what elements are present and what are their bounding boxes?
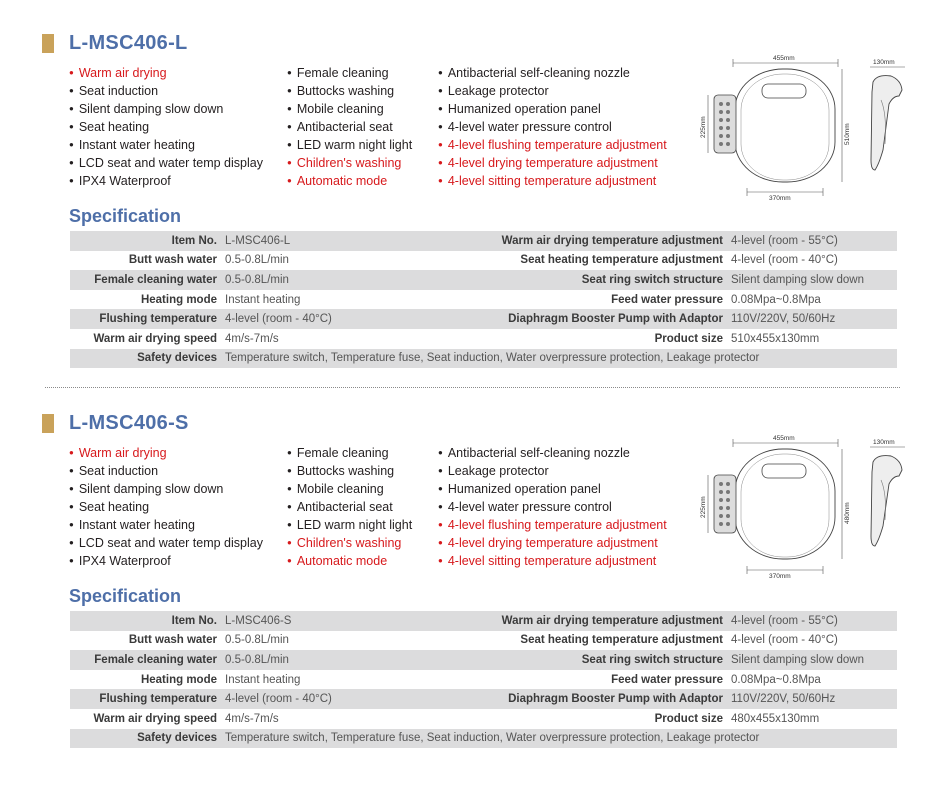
table-row <box>70 689 897 709</box>
feature-item: ● IPX4 Waterproof <box>69 552 263 570</box>
spec-label: Safety devices <box>70 349 221 369</box>
feature-column-3 <box>438 444 667 570</box>
length-dimension-label: 510mm <box>844 123 851 145</box>
feature-item: ● Children's washing <box>287 534 412 552</box>
feature-item: ● Instant water heating <box>69 136 263 154</box>
feature-item: ● Buttocks washing <box>287 462 412 480</box>
feature-item: ● Buttocks washing <box>287 82 412 100</box>
feature-item: ● Seat induction <box>69 462 263 480</box>
spec-label: Diaphragm Booster Pump with Adaptor <box>476 309 727 329</box>
spec-value: 4m/s-7m/s <box>221 709 476 729</box>
spec-label: Diaphragm Booster Pump with Adaptor <box>476 689 727 709</box>
spec-label: Seat heating temperature adjustment <box>476 251 727 271</box>
feature-item: ● Leakage protector <box>438 462 667 480</box>
spec-value: 0.5-0.8L/min <box>221 270 476 290</box>
feature-item: ● Seat heating <box>69 498 263 516</box>
feature-item: ● Automatic mode <box>287 172 412 190</box>
bottom-dimension-label: 370mm <box>769 573 791 580</box>
product-drawing <box>695 432 910 584</box>
spec-label: Flushing temperature <box>70 689 221 709</box>
feature-item: ● Silent damping slow down <box>69 480 263 498</box>
feature-item: ● LED warm night light <box>287 516 412 534</box>
feature-item: ● 4-level drying temperature adjustment <box>438 534 667 552</box>
spec-value: 0.5-0.8L/min <box>221 631 476 651</box>
spec-label: Item No. <box>70 611 221 631</box>
spec-value: Temperature switch, Temperature fuse, Seat induction, Water overpressure protection, Leakage protector <box>221 729 897 749</box>
spec-value: 0.08Mpa~0.8Mpa <box>727 670 897 690</box>
spec-value: 0.08Mpa~0.8Mpa <box>727 290 897 310</box>
spec-label: Warm air drying speed <box>70 329 221 349</box>
spec-label: Female cleaning water <box>70 270 221 290</box>
feature-item: ● Silent damping slow down <box>69 100 263 118</box>
spec-label: Product size <box>476 709 727 729</box>
feature-column-2 <box>287 444 412 570</box>
feature-item: ● Female cleaning <box>287 444 412 462</box>
spec-value: L-MSC406-S <box>221 611 476 631</box>
spec-label: Warm air drying temperature adjustment <box>476 231 727 251</box>
table-row <box>70 349 897 369</box>
feature-item: ● Children's washing <box>287 154 412 172</box>
spec-label: Seat ring switch structure <box>476 270 727 290</box>
table-row <box>70 631 897 651</box>
feature-item: ● 4-level sitting temperature adjustment <box>438 552 667 570</box>
table-row <box>70 709 897 729</box>
spec-label: Butt wash water <box>70 631 221 651</box>
bottom-dimension-label: 370mm <box>769 195 791 202</box>
spec-label: Female cleaning water <box>70 650 221 670</box>
spec-label: Feed water pressure <box>476 670 727 690</box>
table-row <box>70 650 897 670</box>
spec-label: Heating mode <box>70 290 221 310</box>
spec-label: Safety devices <box>70 729 221 749</box>
spec-label: Butt wash water <box>70 251 221 271</box>
feature-item: ● LCD seat and water temp display <box>69 534 263 552</box>
feature-item: ● 4-level flushing temperature adjustment <box>438 136 667 154</box>
table-row <box>70 611 897 631</box>
feature-item: ● Leakage protector <box>438 82 667 100</box>
table-row <box>70 231 897 251</box>
feature-item: ● Warm air drying <box>69 64 263 82</box>
specification-table <box>70 611 897 748</box>
feature-item: ● Female cleaning <box>287 64 412 82</box>
spec-label: Flushing temperature <box>70 309 221 329</box>
feature-item: ● Automatic mode <box>287 552 412 570</box>
spec-label: Warm air drying speed <box>70 709 221 729</box>
product-title: L-MSC406-S <box>69 412 189 434</box>
specification-table <box>70 231 897 368</box>
product-title: L-MSC406-L <box>69 32 188 54</box>
feature-item: ● Mobile cleaning <box>287 100 412 118</box>
feature-item: ● 4-level sitting temperature adjustment <box>438 172 667 190</box>
spec-value: 4-level (room - 40°C) <box>221 689 476 709</box>
spec-label: Item No. <box>70 231 221 251</box>
spec-label: Heating mode <box>70 670 221 690</box>
feature-column-3 <box>438 64 667 190</box>
feature-item: ● Antibacterial seat <box>287 118 412 136</box>
depth-dimension-label: 130mm <box>873 439 895 446</box>
feature-item: ● Antibacterial self-cleaning nozzle <box>438 64 667 82</box>
feature-item: ● 4-level drying temperature adjustment <box>438 154 667 172</box>
feature-column-1 <box>69 444 263 570</box>
feature-item: ● Humanized operation panel <box>438 480 667 498</box>
spec-label: Product size <box>476 329 727 349</box>
feature-item: ● LED warm night light <box>287 136 412 154</box>
feature-item: ● Antibacterial seat <box>287 498 412 516</box>
spec-value: 4-level (room - 40°C) <box>727 631 897 651</box>
spec-value: 110V/220V, 50/60Hz <box>727 689 897 709</box>
depth-dimension-label: 130mm <box>873 59 895 66</box>
spec-label: Seat heating temperature adjustment <box>476 631 727 651</box>
spec-value: Silent damping slow down <box>727 650 897 670</box>
feature-column-2 <box>287 64 412 190</box>
table-row <box>70 290 897 310</box>
width-dimension-label: 455mm <box>773 55 795 62</box>
spec-value: 4-level (room - 40°C) <box>221 309 476 329</box>
width-dimension-label: 455mm <box>773 435 795 442</box>
feature-item: ● IPX4 Waterproof <box>69 172 263 190</box>
feature-item: ● Mobile cleaning <box>287 480 412 498</box>
feature-item: ● Seat heating <box>69 118 263 136</box>
feature-item: ● 4-level water pressure control <box>438 118 667 136</box>
spec-value: 510x455x130mm <box>727 329 897 349</box>
spec-value: Instant heating <box>221 290 476 310</box>
spec-value: 0.5-0.8L/min <box>221 650 476 670</box>
feature-item: ● Antibacterial self-cleaning nozzle <box>438 444 667 462</box>
spec-label: Feed water pressure <box>476 290 727 310</box>
panel-dimension-label: 225mm <box>700 116 707 138</box>
spec-value: 4-level (room - 40°C) <box>727 251 897 271</box>
spec-value: L-MSC406-L <box>221 231 476 251</box>
feature-item: ● Instant water heating <box>69 516 263 534</box>
spec-value: Temperature switch, Temperature fuse, Seat induction, Water overpressure protection, Leakage protector <box>221 349 897 369</box>
specification-heading: Specification <box>69 206 182 226</box>
specification-heading: Specification <box>69 586 182 606</box>
spec-value: 0.5-0.8L/min <box>221 251 476 271</box>
spec-value: 480x455x130mm <box>727 709 897 729</box>
feature-item: ● LCD seat and water temp display <box>69 154 263 172</box>
feature-item: ● Seat induction <box>69 82 263 100</box>
spec-value: Instant heating <box>221 670 476 690</box>
spec-label: Warm air drying temperature adjustment <box>476 611 727 631</box>
title-marker <box>42 414 54 433</box>
feature-item: ● Humanized operation panel <box>438 100 667 118</box>
spec-value: Silent damping slow down <box>727 270 897 290</box>
spec-value: 4-level (room - 55°C) <box>727 231 897 251</box>
spec-value: 110V/220V, 50/60Hz <box>727 309 897 329</box>
table-row <box>70 670 897 690</box>
feature-column-1 <box>69 64 263 190</box>
table-row <box>70 329 897 349</box>
length-dimension-label: 480mm <box>844 502 851 524</box>
product-section-s <box>0 380 943 793</box>
product-drawing <box>695 52 910 204</box>
title-marker <box>42 34 54 53</box>
table-row <box>70 309 897 329</box>
spec-label: Seat ring switch structure <box>476 650 727 670</box>
spec-value: 4-level (room - 55°C) <box>727 611 897 631</box>
feature-item: ● Warm air drying <box>69 444 263 462</box>
feature-item: ● 4-level water pressure control <box>438 498 667 516</box>
table-row <box>70 270 897 290</box>
feature-item: ● 4-level flushing temperature adjustment <box>438 516 667 534</box>
table-row <box>70 729 897 749</box>
table-row <box>70 251 897 271</box>
panel-dimension-label: 225mm <box>700 496 707 518</box>
product-section-l <box>0 0 943 385</box>
spec-value: 4m/s-7m/s <box>221 329 476 349</box>
